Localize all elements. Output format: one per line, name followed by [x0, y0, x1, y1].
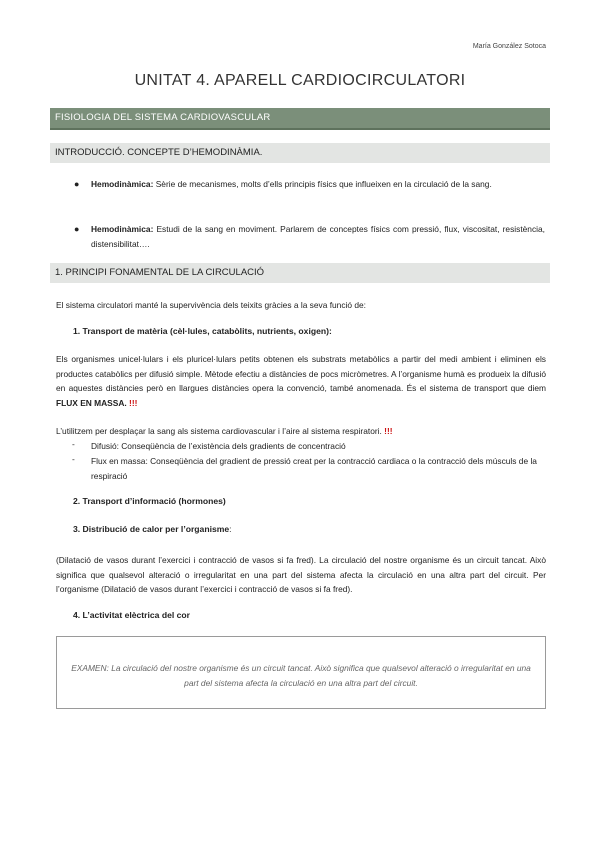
principi-intro: El sistema circulatori manté la supervivència dels teixits gràcies a la seva funció de: [56, 300, 367, 310]
numbered-item-3-text: 3. Distribució de calor per l’organisme [73, 524, 230, 534]
numbered-item-4: 4. L’activitat elèctrica del cor [73, 610, 191, 620]
page-title: UNITAT 4. APARELL CARDIOCIRCULATORI [134, 72, 466, 89]
paragraph-1-text: Els organismes unicel·lulars i els pluricel·lulars petits obtenen els substrats metabòlics a partir del medi ambient i eliminen els productes catabòlics per difusió simple. Mètode efectiu a distàncies de pocs micròmetres. A l’organisme humà es produeix la difusió en aquestes distàncies però en llargues distàncies opera la convenció, també anomenada. És el sistema de transport que diem [56, 354, 546, 393]
paragraph-2 [56, 424, 546, 439]
numbered-item-2: 2. Transport d’informació (hormones) [73, 496, 226, 506]
bullet-text: Estudi de la sang en moviment. Parlarem de conceptes físics com pressió, flux, viscositat, resistència, distensibilitat…. [91, 224, 545, 249]
bullet-dot: ● [74, 224, 80, 234]
intro-heading: INTRODUCCIÓ. CONCEPTE D’HEMODINÀMIA. [50, 143, 550, 163]
emphasis-mark: !!! [126, 397, 138, 408]
dash-marker: - [72, 454, 75, 464]
bullet-dot: ● [74, 179, 80, 189]
numbered-item-3 [73, 524, 232, 534]
paragraph-1 [56, 352, 546, 410]
dash-item-1: Difusió: Conseqüència de l’existència dels gradients de concentració [91, 441, 346, 451]
emphasis-mark: !!! [384, 426, 393, 436]
dash-item-2: Flux en massa: Conseqüència del gradient de pressió creat per la contracció cardiaca o la contracció dels músculs de la respiració [91, 456, 537, 481]
section-underline [50, 128, 550, 130]
bullet-term: Hemodinàmica: [91, 224, 154, 234]
paragraph-2-text: L’utilitzem per desplaçar la sang als sistema cardiovascular i l’aire al sistema respiratori. [56, 426, 385, 436]
numbered-item-3-colon: : [229, 524, 232, 534]
numbered-item-1: 1. Transport de matèria (cèl·lules, catabòlits, nutrients, oxigen): [73, 326, 332, 336]
dash-marker: - [72, 439, 75, 449]
paragraph-3: (Dilatació de vasos durant l’exercici i contracció de vasos si fa fred). La circulació del nostre organisme és un circuit tancat. Això significa que qualsevol alteració o irregularitat en una part del sistema afecta la circulació en una altra part del circuit. Per l’organisme (Dilatació de vasos durant l’exercici i contracció de vasos si fa fred). [56, 555, 546, 594]
principi-heading: 1. PRINCIPI FONAMENTAL DE LA CIRCULACIÓ [50, 263, 550, 283]
section-heading: FISIOLOGIA DEL SISTEMA CARDIOVASCULAR [50, 108, 550, 128]
bullet-text: Sèrie de mecanismes, molts d’ells principis físics que influeixen en la circulació de la sang. [153, 179, 492, 189]
exam-note-box [56, 636, 546, 709]
exam-note-text: EXAMEN: La circulació del nostre organisme és un circuit tancat. Això significa que qualsevol alteració o irregularitat en una part del sistema afecta la circulació en una altra part del circuit. [71, 663, 531, 688]
bullet-item-2 [91, 222, 545, 251]
bullet-item-1 [91, 177, 545, 192]
author-name: María González Sotoca [472, 43, 546, 50]
bullet-term: Hemodinàmica: [91, 179, 154, 189]
flux-en-massa-term: FLUX EN MASSA. [56, 397, 127, 408]
